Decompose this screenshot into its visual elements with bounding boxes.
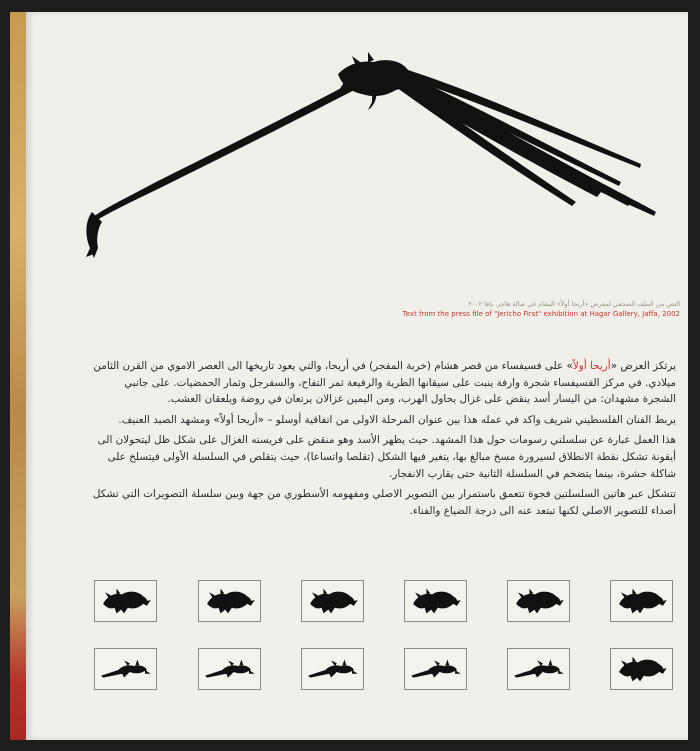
lion-deer-silhouette-icon [302, 649, 363, 689]
lion-deer-silhouette-icon [199, 581, 260, 621]
lion-deer-silhouette-icon [611, 649, 672, 689]
silhouette-thumbnail [507, 648, 570, 690]
book-page [26, 12, 688, 740]
lion-deer-silhouette-icon [95, 649, 156, 689]
silhouette-thumbnail [198, 580, 261, 622]
image-caption [250, 300, 680, 319]
silhouette-thumbnail [404, 580, 467, 622]
lion-deer-silhouette-icon [508, 649, 569, 689]
paragraph-4: تتشكل عبر هاتين السلسلتين فجوة تتعمق باستمرار بين التصوير الاصلي ومفهومه الأسطوري من جهة وبين سلسلة التصويرات التي تشكل أصداء للتصوير الاصلي لكنها تبتعد عنه الى درجة الضياع والفناء. [92, 488, 676, 517]
silhouette-thumbnail [404, 648, 467, 690]
lion-deer-silhouette-icon [508, 581, 569, 621]
paragraph-1 [91, 358, 676, 408]
jericho-first-highlight: أريحا أولاً [572, 360, 611, 372]
lion-deer-silhouette-icon [405, 581, 466, 621]
paragraph-1-rest: » على فسيفساء من قصر هشام (خربة المفجر) في أريحا، والتي يعود تاريخها الى العصر الاموي من القرن الثامن ميلادي. في مركز الفسيفساء شجرة وارفة ينبت على سيقانها الطرية والرفيعة ثمر التفاح، والسفرجل وثمار الحمضيات. على جانبي الشجرة مشهدان: من اليسار أسد ينقض على غزال يحاول الهرب، ومن اليمين غزالان يرتعان في روضة ويلعقان العشب. [93, 360, 676, 406]
silhouette-thumbnail [507, 580, 570, 622]
lion-deer-silhouette-icon [405, 649, 466, 689]
article-body [91, 358, 676, 523]
lion-deer-silhouette-icon [95, 581, 156, 621]
lion-deer-silhouette-icon [611, 581, 672, 621]
silhouette-thumbnail [610, 580, 673, 622]
silhouette-thumbnail [301, 580, 364, 622]
silhouette-thumbnail [198, 648, 261, 690]
silhouette-thumbnail [301, 648, 364, 690]
silhouette-thumbnail [610, 648, 673, 690]
lion-deer-silhouette-icon [199, 649, 260, 689]
paragraph-3: هذا العمل عبارة عن سلسلتي رسومات حول هذا المشهد. حيث يظهر الأسد وهو منقض على فريسته الغزال على شكل ظل ليتحولان الى أيقونة تشكل نقطة الانطلاق لسيرورة مسخ مبالغ بها، يتغير فيها الشكل (تقلصا واتساعا)، حيث يتقلص في السلسلة الأولى فيتسلخ على شاكلة حشرة، بينما يتضخم في السلسلة الثانية حتى يقارب الانفجار. [97, 434, 676, 480]
silhouette-thumbnail-grid [94, 580, 684, 690]
silhouette-thumbnail [94, 580, 157, 622]
lion-deer-silhouette-icon [302, 581, 363, 621]
paragraph-1-start: يرتكز العرض « [610, 360, 676, 372]
paragraph-2: يربط الفنان الفلسطيني شريف واكد في عمله هذا بين عنوان المرحلة الاولى من اتفاقية أوسلو – «أريحا أولاً» ومشهد الصيد العنيف. [118, 413, 676, 426]
silhouette-thumbnail [94, 648, 157, 690]
stretched-lion-deer-artwork [56, 52, 686, 272]
caption-arabic: النص من الملف الصحفي لمعرض «أريحا أولاً» المقام في صالة هاجر، يافا ٢٠٠٢ [468, 300, 680, 308]
caption-english: Text from the press file of "Jericho First" exhibition at Hagar Gallery, Jaffa, 2002 [402, 310, 680, 318]
